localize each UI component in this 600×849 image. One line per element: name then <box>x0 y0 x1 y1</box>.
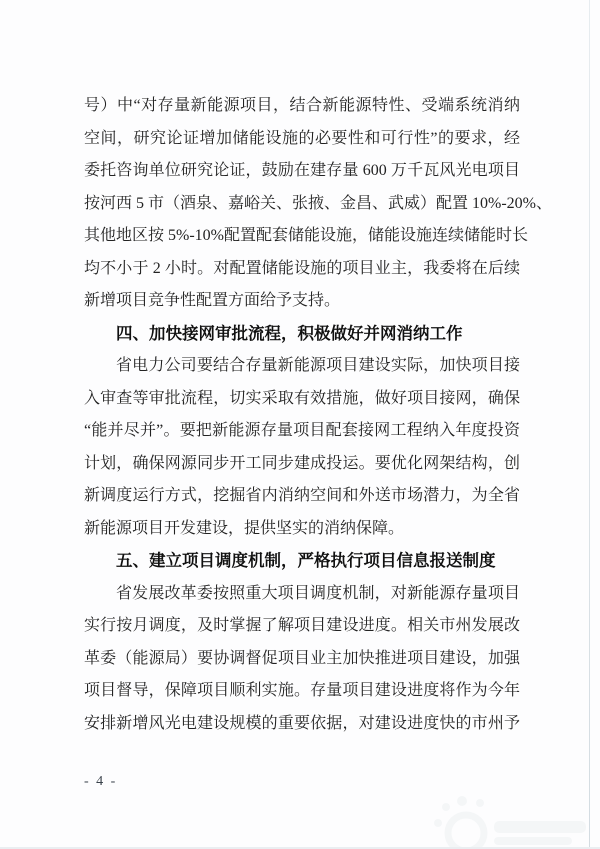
body-line: 计划，确保网源同步开工同步建成投运。要优化网架结构，创 <box>84 454 520 472</box>
sun-logo-watermark-icon <box>432 793 592 849</box>
body-line: 入审查等审批流程，切实采取有效措施，做好项目接网，确保 <box>84 389 520 407</box>
page-number: - 4 - <box>84 774 118 789</box>
body-line: 革委（能源局）要协调督促项目业主加快推进项目建设，加强 <box>84 649 520 667</box>
body-line: 实行按月调度，及时掌握了解项目建设进度。相关市州发展改 <box>84 617 520 634</box>
body-line: 按河西 5 市（酒泉、嘉峪关、张掖、金昌、武威）配置 10%-20%、 <box>84 194 552 212</box>
body-line: 新增项目竞争性配置方面给予支持。 <box>84 292 341 309</box>
body-line: 空间，研究论证增加储能设施的必要性和可行性”的要求，经 <box>84 129 520 147</box>
body-line: 号）中“对存量新能源项目，结合新能源特性、受端系统消纳 <box>84 97 520 114</box>
document-body <box>84 90 552 740</box>
scan-edge-right <box>589 0 590 849</box>
body-line: 新能源项目开发建设，提供坚实的消纳保障。 <box>84 519 405 537</box>
section-heading-5: 五、建立项目调度机制，严格执行项目信息报送制度 <box>116 552 496 570</box>
body-line: 省发展改革委按照重大项目调度机制，对新能源存量项目 <box>116 584 520 602</box>
body-line: 省电力公司要结合存量新能源项目建设实际，加快项目接 <box>116 357 520 374</box>
body-line: 安排新增风光电建设规模的重要依据，对建设进度快的市州予 <box>84 714 520 732</box>
body-line: 其他地区按 5%-10%配置配套储能设施，储能设施连续储能时长 <box>84 227 528 244</box>
body-line: “能并尽并”。要把新能源存量项目配套接网工程纳入年度投资 <box>84 422 520 439</box>
section-heading-4: 四、加快接网审批流程，积极做好并网消纳工作 <box>116 324 463 343</box>
body-line: 项目督导，保障项目顺利实施。存量项目建设进度将作为今年 <box>84 682 520 699</box>
body-line: 委托咨询单位研究论证，鼓励在建存量 600 万千瓦风光电项目 <box>84 162 520 179</box>
body-line: 均不小于 2 小时。对配置储能设施的项目业主，我委将在后续 <box>84 259 520 277</box>
body-line: 新调度运行方式，挖掘省内消纳空间和外送市场潜力，为全省 <box>84 487 520 504</box>
